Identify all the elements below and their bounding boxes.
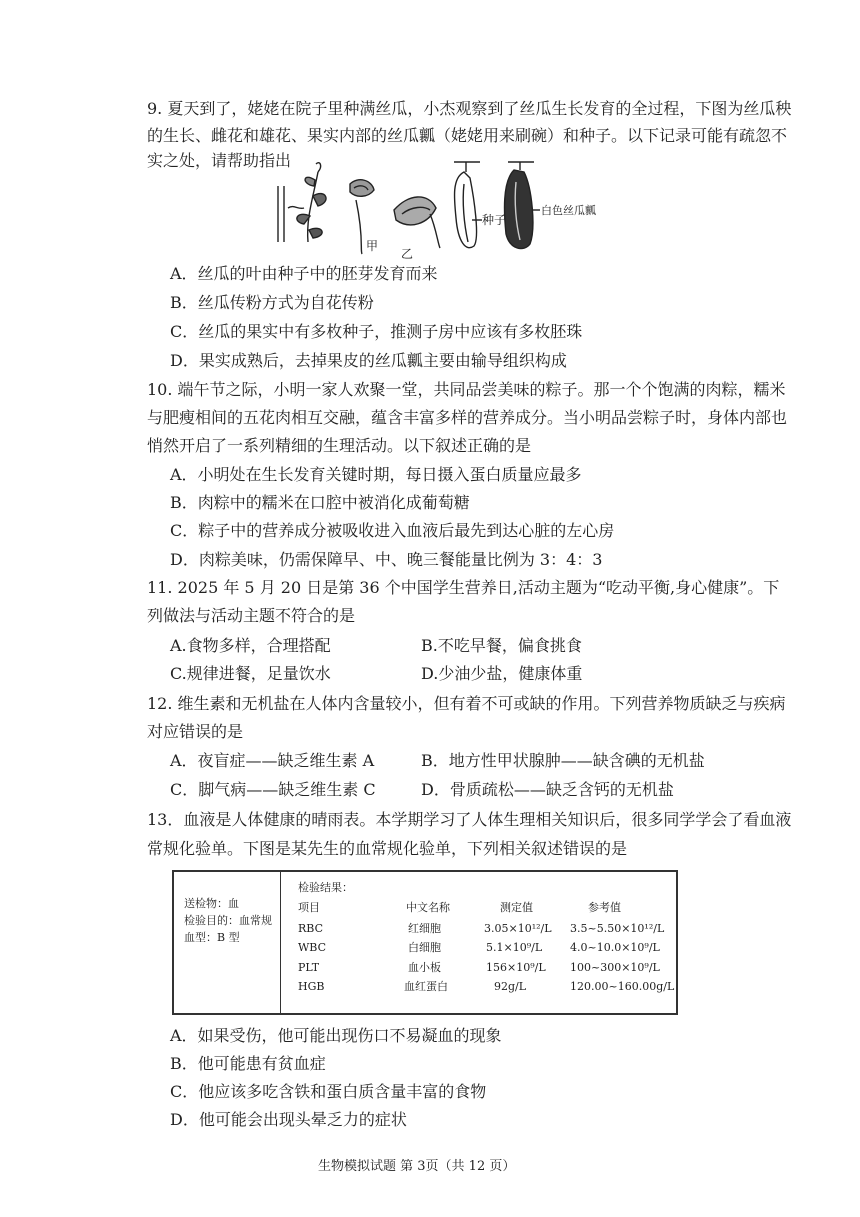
row-value: 92g/L [494, 980, 527, 993]
report-specimen: 送检物：血 [184, 897, 239, 910]
row-reference: 120.00~160.00g/L [570, 980, 675, 993]
q12-option-a: A．夜盲症——缺乏维生素 A [170, 751, 375, 770]
q10-option-d: D．肉粽美味，仍需保障早、中、晚三餐能量比例为 3：4：3 [170, 550, 603, 569]
q9-option-c: C．丝瓜的果实中有多枚种子，推测子房中应该有多枚胚珠 [170, 322, 583, 341]
row-name: 血红蛋白 [404, 980, 448, 993]
row-reference: 100~300×10⁹/L [570, 961, 660, 974]
q13-stem-line1: 13．血液是人体健康的晴雨表。本学期学习了人体生理相关知识后，很多同学学会了看血液 [147, 810, 792, 829]
q10-option-a: A．小明处在生长发育关键时期，每日摄入蛋白质量应最多 [170, 465, 582, 484]
q11-stem-line1: 11. 2025 年 5 月 20 日是第 36 个中国学生营养日,活动主题为“吃动平衡,身心健康”。下 [147, 578, 780, 597]
q13-option-a: A．如果受伤，他可能出现伤口不易凝血的现象 [170, 1026, 502, 1045]
q13-option-c: C．他应该多吃含铁和蛋白质含量丰富的食物 [170, 1082, 487, 1101]
q12-stem-line1: 12. 维生素和无机盐在人体内含量较小，但有着不可或缺的作用。下列营养物质缺乏与疾病 [147, 694, 786, 713]
loofah-illustration [268, 158, 578, 258]
report-title: 检验结果： [298, 881, 353, 894]
q9-stem-line2: 的生长、雌花和雄花、果实内部的丝瓜瓤（姥姥用来刷碗）和种子。以下记录可能有疏忽不 [147, 126, 788, 145]
row-item: HGB [298, 980, 325, 993]
q9-stem-line1: 9. 夏天到了，姥姥在院子里种满丝瓜，小杰观察到了丝瓜生长发育的全过程，下图为丝瓜秧 [147, 99, 792, 118]
report-header-item: 项目 [298, 901, 320, 914]
q9-option-a: A．丝瓜的叶由种子中的胚芽发育而来 [170, 264, 438, 283]
q11-option-b: B.不吃早餐，偏食挑食 [421, 636, 582, 655]
report-divider [280, 872, 281, 1013]
figure-label-seed: 种子 [482, 213, 507, 227]
row-value: 156×10⁹/L [486, 961, 546, 974]
report-purpose: 检验目的：血常规 [184, 914, 272, 927]
q11-option-a: A.食物多样，合理搭配 [170, 636, 331, 655]
figure-label-jia: 甲 [366, 239, 379, 253]
row-value: 5.1×10⁹/L [486, 941, 543, 954]
row-name: 血小板 [408, 961, 441, 974]
q9-stem-line3: 实之处，请帮助指出 [147, 151, 292, 170]
q13-option-b: B．他可能患有贫血症 [170, 1054, 326, 1073]
figure-label-yi: 乙 [401, 247, 414, 261]
q10-stem-line1: 10. 端午节之际，小明一家人欢聚一堂，共同品尝美味的粽子。那一个个饱满的肉粽，糯米 [147, 380, 786, 399]
q12-option-c: C．脚气病——缺乏维生素 C [170, 780, 376, 799]
row-name: 红细胞 [408, 922, 441, 935]
row-reference: 4.0~10.0×10⁹/L [570, 941, 660, 954]
q12-option-d: D．骨质疏松——缺乏含钙的无机盐 [421, 780, 674, 799]
report-header-value: 测定值 [500, 901, 533, 914]
q10-option-b: B．肉粽中的糯米在口腔中被消化成葡萄糖 [170, 493, 470, 512]
q12-stem-line2: 对应错误的是 [147, 722, 244, 741]
report-header-reference: 参考值 [588, 901, 621, 914]
page-footer: 生物模拟试题 第 3页（共 12 页） [318, 1159, 516, 1174]
q10-stem-line2: 与肥瘦相间的五花肉相互交融，蕴含丰富多样的营养成分。当小明品尝粽子时，身体内部也 [147, 408, 788, 427]
q10-stem-line3: 悄然开启了一系列精细的生理活动。以下叙述正确的是 [147, 436, 532, 455]
blood-test-report [172, 870, 678, 1015]
row-item: WBC [298, 941, 327, 954]
row-item: PLT [298, 961, 320, 974]
q9-option-b: B．丝瓜传粉方式为自花传粉 [170, 293, 374, 312]
report-header-name: 中文名称 [406, 901, 450, 914]
q12-option-b: B．地方性甲状腺肿——缺含碘的无机盐 [421, 751, 705, 770]
figure-label-pulp: 白色丝瓜瓤 [541, 204, 596, 217]
report-blood-type: 血型：B 型 [184, 931, 240, 944]
q11-option-d: D.少油少盐，健康体重 [421, 664, 583, 683]
row-value: 3.05×10¹²/L [484, 922, 552, 935]
q10-option-c: C．粽子中的营养成分被吸收进入血液后最先到达心脏的左心房 [170, 521, 615, 540]
q13-stem-line2: 常规化验单。下图是某先生的血常规化验单，下列相关叙述错误的是 [147, 839, 628, 858]
row-name: 白细胞 [408, 941, 441, 954]
q13-option-d: D．他可能会出现头晕乏力的症状 [170, 1110, 407, 1129]
row-reference: 3.5~5.50×10¹²/L [570, 922, 665, 935]
q11-stem-line2: 列做法与活动主题不符合的是 [147, 606, 356, 625]
q9-option-d: D．果实成熟后，去掉果皮的丝瓜瓤主要由输导组织构成 [170, 351, 567, 370]
row-item: RBC [298, 922, 323, 935]
q11-option-c: C.规律进餐，足量饮水 [170, 664, 331, 683]
